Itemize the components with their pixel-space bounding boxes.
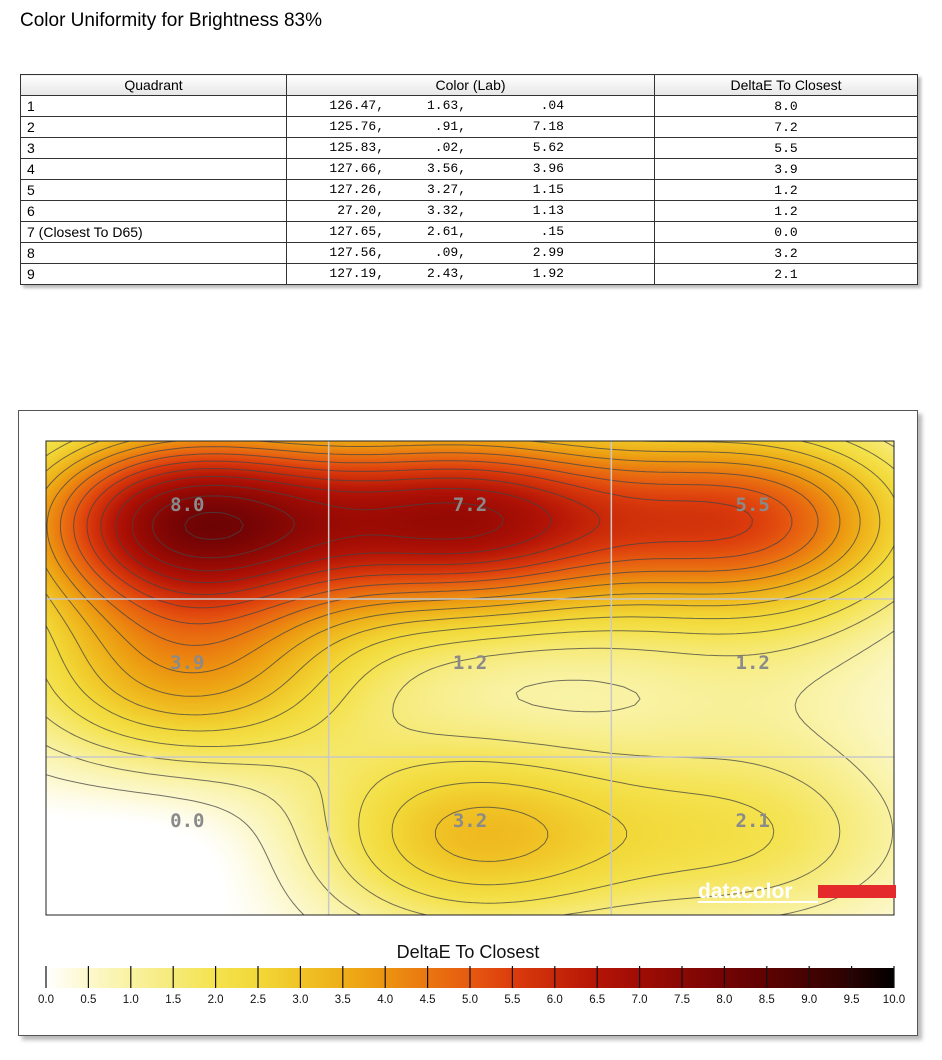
legend-tick-label: 8.5 <box>758 994 775 1006</box>
legend-tick-label: 2.5 <box>250 994 266 1006</box>
cell-value-label: 5.5 <box>735 494 770 516</box>
quadrant-cell: 3 <box>21 138 287 159</box>
deltae-cell: 3.2 <box>655 243 918 264</box>
cell-value-label: 2.1 <box>735 810 770 832</box>
cell-value-label: 1.2 <box>735 652 770 674</box>
lab-l-value: 127.19, <box>329 266 384 281</box>
lab-b-value: 1.92 <box>532 266 564 281</box>
legend-tick-label: 5.0 <box>462 994 478 1006</box>
deltae-cell: 8.0 <box>655 96 918 117</box>
uniformity-table <box>20 74 918 285</box>
table-row <box>21 180 918 201</box>
quadrant-cell: 1 <box>21 96 287 117</box>
legend-tick-label: 10.0 <box>882 994 906 1006</box>
color-lab-cell <box>287 138 655 159</box>
legend-tick-label: 0.5 <box>80 994 97 1006</box>
deltae-cell: 3.9 <box>655 159 918 180</box>
table-row <box>21 222 918 243</box>
header-quadrant: Quadrant <box>21 75 287 96</box>
legend-tick-label: 4.5 <box>419 994 436 1006</box>
color-lab-cell <box>287 243 655 264</box>
header-deltae: DeltaE To Closest <box>655 75 918 96</box>
color-lab-cell <box>287 96 655 117</box>
lab-a-value: .91, <box>434 119 466 134</box>
table-row <box>21 117 918 138</box>
uniformity-heatmap-chart <box>19 411 917 1035</box>
legend-tick-label: 6.5 <box>589 994 606 1006</box>
legend-title: DeltaE To Closest <box>396 942 540 962</box>
table-header-row <box>21 75 918 96</box>
table-row <box>21 201 918 222</box>
lab-b-value: .04 <box>540 98 564 113</box>
lab-l-value: 27.20, <box>337 203 384 218</box>
table-row <box>21 159 918 180</box>
table-row <box>21 243 918 264</box>
quadrant-cell: 8 <box>21 243 287 264</box>
lab-l-value: 127.26, <box>329 182 384 197</box>
lab-a-value: 2.43, <box>426 266 466 281</box>
cell-value-label: 0.0 <box>170 810 205 832</box>
deltae-cell: 5.5 <box>655 138 918 159</box>
legend-tick-label: 8.0 <box>716 994 733 1006</box>
legend-tick-label: 1.5 <box>165 994 182 1006</box>
datacolor-logo: datacolor <box>698 880 793 903</box>
table-row <box>21 138 918 159</box>
legend-tick-label: 6.0 <box>546 994 563 1006</box>
deltae-cell: 1.2 <box>655 180 918 201</box>
quadrant-cell: 6 <box>21 201 287 222</box>
lab-l-value: 127.56, <box>329 245 384 260</box>
quadrant-cell: 9 <box>21 264 287 285</box>
quadrant-cell: 2 <box>21 117 287 138</box>
legend-tick-label: 3.0 <box>292 994 309 1006</box>
lab-a-value: .09, <box>434 245 466 260</box>
table-row <box>21 264 918 285</box>
cell-value-label: 1.2 <box>452 652 488 674</box>
color-lab-cell <box>287 201 655 222</box>
legend-tick-label: 4.0 <box>377 994 394 1006</box>
lab-b-value: .15 <box>540 224 564 239</box>
deltae-cell: 0.0 <box>655 222 918 243</box>
legend-tick-label: 1.0 <box>122 994 139 1006</box>
uniformity-chart-panel <box>18 410 918 1036</box>
lab-l-value: 125.83, <box>329 140 384 155</box>
quadrant-cell: 4 <box>21 159 287 180</box>
legend-tick-label: 5.5 <box>504 994 521 1006</box>
quadrant-cell: 7 (Closest To D65) <box>21 222 287 243</box>
lab-l-value: 127.65, <box>329 224 384 239</box>
legend-tick-label: 0.0 <box>38 994 54 1006</box>
lab-a-value: 3.56, <box>426 161 466 176</box>
cell-value-label: 3.2 <box>452 810 488 832</box>
lab-l-value: 127.66, <box>329 161 384 176</box>
color-lab-cell <box>287 180 655 201</box>
lab-b-value: 5.62 <box>532 140 564 155</box>
datacolor-logo-bar <box>818 885 896 898</box>
lab-a-value: 2.61, <box>426 224 466 239</box>
deltae-cell: 2.1 <box>655 264 918 285</box>
legend-tick-label: 2.0 <box>207 994 224 1006</box>
legend-tick-label: 3.5 <box>334 994 351 1006</box>
legend-tick-label: 7.5 <box>674 994 690 1006</box>
lab-a-value: 3.32, <box>426 203 466 218</box>
lab-b-value: 1.15 <box>532 182 564 197</box>
legend-tick-label: 9.5 <box>843 994 860 1006</box>
lab-a-value: 1.63, <box>426 98 466 113</box>
lab-l-value: 125.76, <box>329 119 384 134</box>
lab-l-value: 126.47, <box>329 98 384 113</box>
lab-b-value: 2.99 <box>532 245 564 260</box>
deltae-cell: 7.2 <box>655 117 918 138</box>
lab-a-value: 3.27, <box>426 182 466 197</box>
lab-a-value: .02, <box>434 140 466 155</box>
cell-value-label: 7.2 <box>452 494 488 516</box>
legend-tick-label: 7.0 <box>631 994 648 1006</box>
table-row <box>21 96 918 117</box>
color-lab-cell <box>287 117 655 138</box>
quadrant-cell: 5 <box>21 180 287 201</box>
cell-value-label: 3.9 <box>170 652 205 674</box>
header-color-lab: Color (Lab) <box>287 75 655 96</box>
color-lab-cell <box>287 222 655 243</box>
page-title: Color Uniformity for Brightness 83% <box>20 10 322 31</box>
lab-b-value: 1.13 <box>532 203 564 218</box>
lab-b-value: 7.18 <box>532 119 564 134</box>
color-lab-cell <box>287 159 655 180</box>
deltae-cell: 1.2 <box>655 201 918 222</box>
cell-value-label: 8.0 <box>170 494 205 516</box>
legend-tick-label: 9.0 <box>801 994 818 1006</box>
color-lab-cell <box>287 264 655 285</box>
lab-b-value: 3.96 <box>532 161 564 176</box>
